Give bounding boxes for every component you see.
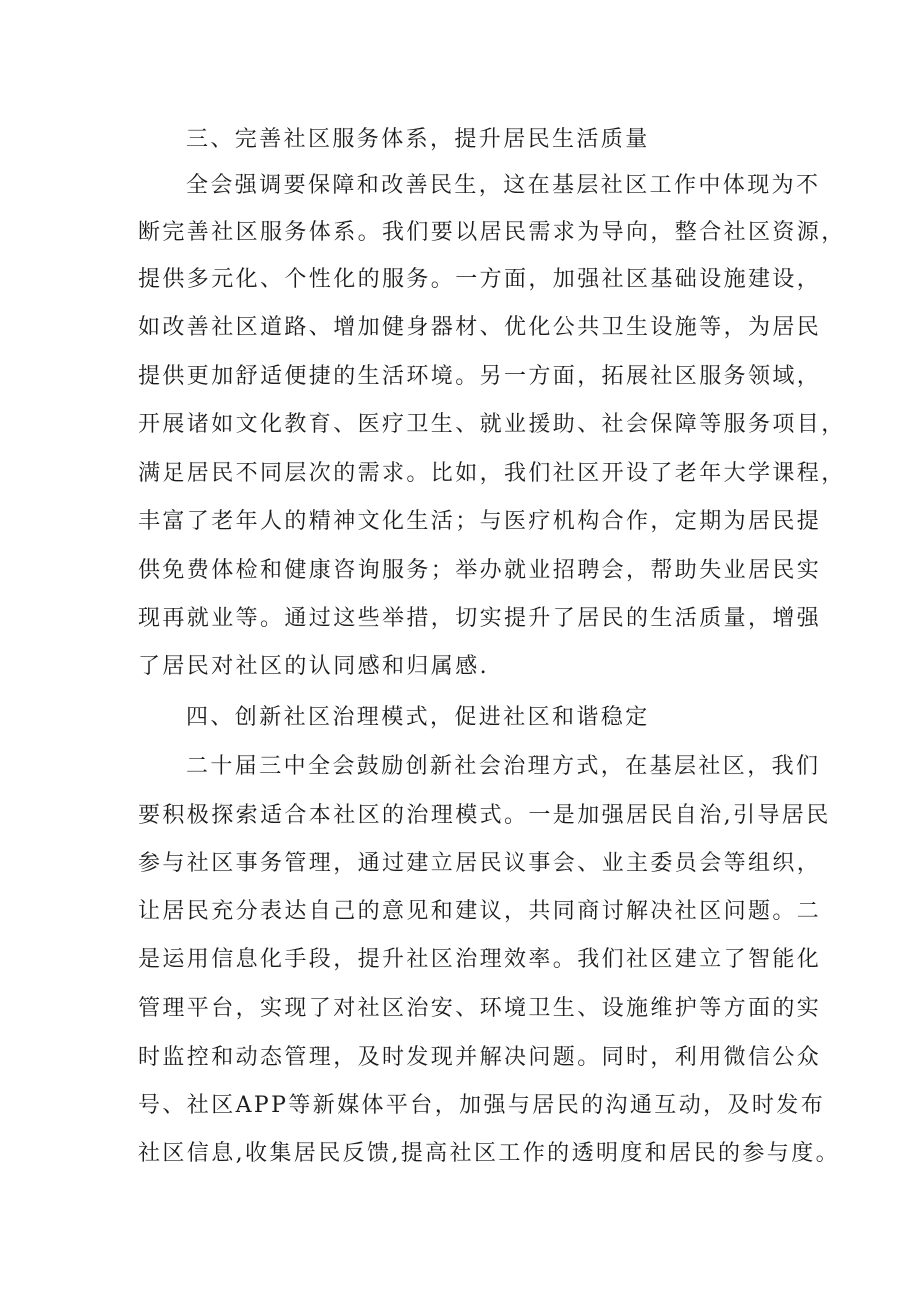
section-4-line-3: 参与社区事务管理，通过建立居民议事会、业主委员会等组织， <box>138 851 822 876</box>
section-4-line-4: 让居民充分表达自己的意见和建议，共同商讨解决社区问题。二 <box>138 899 822 924</box>
section-3-line-9: 供免费体检和健康咨询服务；举办就业招聘会，帮助失业居民实 <box>138 558 822 583</box>
section-3-line-3: 提供多元化、个性化的服务。一方面，加强社区基础设施建设， <box>138 267 822 292</box>
section-3-line-2: 断完善社区服务体系。我们要以居民需求为导向，整合社区资源， <box>138 220 846 245</box>
section-3-line-1: 全会强调要保障和改善民生，这在基层社区工作中体现为不 <box>186 173 821 198</box>
section-4-line-9: 社区信息,收集居民反馈,提高社区工作的透明度和居民的参与度。 <box>138 1141 840 1166</box>
section-4-line-8: 号、社区APP等新媒体平台，加强与居民的沟通互动，及时发布 <box>138 1093 826 1118</box>
section-3-line-11: 了居民对社区的认同感和归属感. <box>138 654 489 679</box>
section-4-line-7: 时监控和动态管理，及时发现并解决问题。同时，利用微信公众 <box>138 1045 822 1070</box>
section-3-line-4: 如改善社区道路、增加健身器材、优化公共卫生设施等，为居民 <box>138 315 822 340</box>
section-3-line-10: 现再就业等。通过这些举措，切实提升了居民的生活质量，增强 <box>138 606 822 631</box>
section-3-line-5: 提供更加舒适便捷的生活环境。另一方面，拓展社区服务领域， <box>138 364 822 389</box>
section-4-line-2: 要积极探索适合本社区的治理模式。一是加强居民自治,引导居民 <box>138 803 831 828</box>
section-3-line-8: 丰富了老年人的精神文化生活；与医疗机构合作，定期为居民提 <box>138 509 822 534</box>
section-4-line-1: 二十届三中全会鼓励创新社会治理方式，在基层社区，我们 <box>186 754 821 779</box>
section-3-heading: 三、完善社区服务体系，提升居民生活质量 <box>186 127 650 152</box>
section-4-line-6: 管理平台，实现了对社区治安、环境卫生、设施维护等方面的实 <box>138 996 822 1021</box>
section-3-line-6: 开展诸如文化教育、医疗卫生、就业援助、社会保障等服务项目， <box>138 412 846 437</box>
section-4-line-5: 是运用信息化手段，提升社区治理效率。我们社区建立了智能化 <box>138 947 822 972</box>
section-4-heading: 四、创新社区治理模式，促进社区和谐稳定 <box>186 705 650 730</box>
section-3-line-7: 满足居民不同层次的需求。比如，我们社区开设了老年大学课程， <box>138 461 846 486</box>
